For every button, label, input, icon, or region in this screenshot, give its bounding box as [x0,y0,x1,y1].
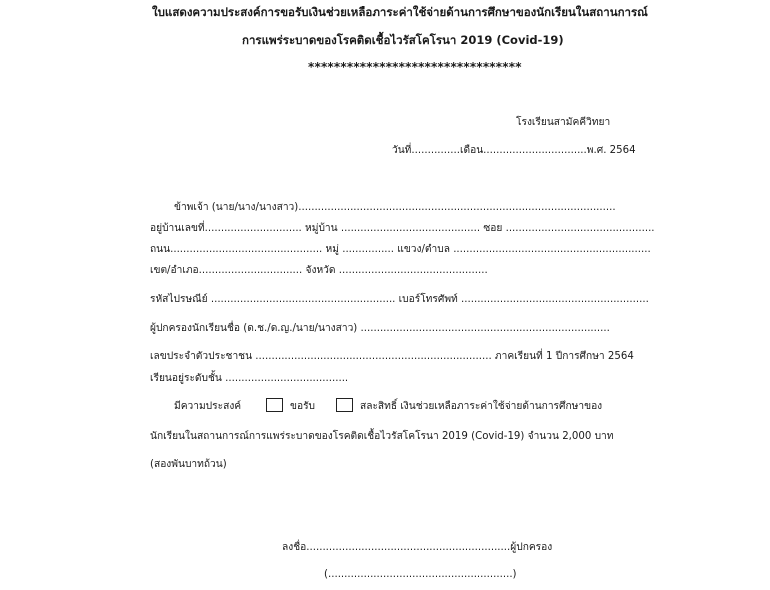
form-title-line-1: ใบแสดงความประสงค์การขอรับเงินช่วยเหลือภาระค่าใช้จ่ายด้านการศึกษาของนักเรียนในสถานการณ์ [152,5,648,19]
signature-name-line: (.........................................................) [324,569,517,580]
grade-line: เรียนอยู่ระดับชั้น ...................................... [150,373,349,384]
waive-option-label: สละสิทธิ์ เงินช่วยเหลือภาระค่าใช้จ่ายด้านการศึกษาของ [360,401,603,412]
form-title-line-2: การแพร่ระบาดของโรคติดเชื้อไวรัสโคโรนา 2019 (Covid-19) [242,33,564,47]
title-divider: ********************************* [308,60,522,74]
applicant-name-line: ข้าพเจ้า (นาย/นาง/นางสาว).................................................................................................. [174,202,616,213]
date-line: วันที่...............เดือน................................พ.ศ. 2564 [392,145,636,156]
waive-checkbox[interactable] [336,398,353,412]
national-id-line: เลขประจำตัวประชาชน ......................................................................... ภาคเรียนที่ 1 ปีการศึกษา 2564 [150,351,634,362]
intent-label: มีความประสงค์ [174,401,242,412]
school-name: โรงเรียนสามัคคีวิทยา [516,117,611,128]
amount-in-words: (สองพันบาทถ้วน) [150,459,227,470]
address-house-line: อยู่บ้านเลขที่.............................. หมู่บ้าน ........................................... ซอย .............................................. [150,223,655,234]
guardian-line: ผู้ปกครองนักเรียนชื่อ (ด.ช./ด.ญ./นาย/นางสาว) ............................................................................. [150,323,610,334]
postal-phone-line: รหัสไปรษณีย์ ......................................................... เบอร์โทรศัพท์ .......................................................... [150,294,649,305]
receive-option-label: ขอรับ [290,401,316,412]
receive-checkbox[interactable] [266,398,283,412]
address-road-line: ถนน............................................... หมู่ ................ แขวง/ตำบล ............................................................. [150,244,651,255]
signature-line: ลงชื่อ...............................................................ผู้ปกครอง [282,542,553,553]
address-district-line: เขต/อำเภอ................................ จังหวัด .............................................. [150,265,488,276]
intent-line-2: นักเรียนในสถานการณ์การแพร่ระบาดของโรคติดเชื้อไวรัสโคโรนา 2019 (Covid-19) จำนวน 2,000 บาท [150,431,614,442]
